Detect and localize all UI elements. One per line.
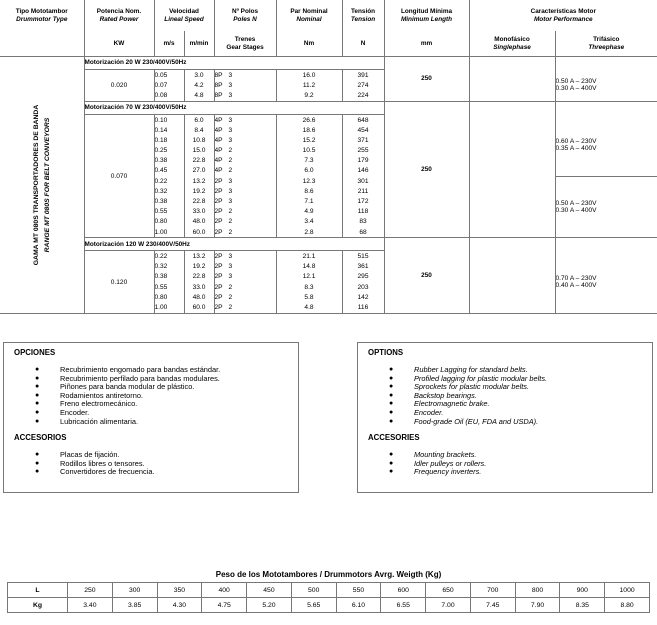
option-item: ● Electromagnetic brake. — [368, 400, 652, 409]
col-header-type: Tipo Mototambor Drummotor Type — [0, 0, 84, 31]
speed-mmin: 33.0 — [184, 207, 214, 217]
unit-stages: Trenes Gear Stages — [214, 31, 276, 57]
min-length-cell: 250 — [384, 238, 469, 314]
speed-ms: 0.55 — [154, 207, 184, 217]
tension-value: 116 — [342, 302, 384, 313]
option-item: ● Sprockets for plastic modular belts. — [368, 383, 652, 392]
poles-stages — [214, 262, 276, 272]
poles-stages — [214, 251, 276, 262]
poles-stages — [214, 166, 276, 176]
tension-value: 391 — [342, 70, 384, 81]
speed-ms: 0.07 — [154, 80, 184, 90]
speed-mmin: 6.0 — [184, 114, 214, 125]
min-length-cell: 250 — [384, 57, 469, 102]
option-item: ● Food-grade Oil (EU, FDA and USDA). — [368, 418, 652, 427]
weight-kg: 3.85 — [112, 598, 157, 613]
weights-table — [7, 582, 650, 613]
tension-value: 118 — [342, 207, 384, 217]
poles-stages — [214, 207, 276, 217]
opciones-box — [3, 342, 299, 493]
unit-ms: m/s — [154, 31, 184, 57]
motor-group-header — [0, 57, 657, 70]
stages-value: 2 — [228, 293, 233, 301]
torque-value: 2.8 — [276, 227, 342, 238]
weight-length: 500 — [291, 583, 336, 598]
min-length-cell: 250 — [384, 101, 469, 237]
speed-ms: 0.45 — [154, 166, 184, 176]
accessories-title: ACCESORIES — [368, 433, 420, 443]
speed-mmin: 60.0 — [184, 302, 214, 313]
torque-value: 11.2 — [276, 80, 342, 90]
range-label-es: GAMA MT 080S TRANSPORTADORES DE BANDA — [32, 104, 40, 266]
poles-value: 4P — [214, 126, 223, 134]
accessory-item: ● Mounting brackets. — [368, 451, 652, 460]
poles-value: 4P — [214, 167, 223, 175]
tension-value: 211 — [342, 186, 384, 196]
threephase-cell — [555, 251, 657, 314]
torque-value: 6.0 — [276, 166, 342, 176]
unit-three: Trifásico Threephase — [555, 31, 657, 57]
stages-value: 3 — [228, 92, 233, 100]
options-list — [368, 366, 652, 426]
weight-kg: 7.90 — [515, 598, 560, 613]
speed-ms: 0.08 — [154, 91, 184, 102]
poles-value: 2P — [214, 252, 223, 260]
weight-length: 600 — [381, 583, 426, 598]
speed-ms: 0.22 — [154, 176, 184, 186]
poles-value: 2P — [214, 208, 223, 216]
opcion-item: ● Freno electromecánico. — [14, 400, 298, 409]
poles-stages — [214, 135, 276, 145]
opciones-title: OPCIONES — [14, 348, 56, 357]
col-header-tension: Tensión Tension — [342, 0, 384, 31]
speed-ms: 0.18 — [154, 135, 184, 145]
weight-length: 700 — [470, 583, 515, 598]
weight-kg: 8.35 — [560, 598, 605, 613]
poles-value: 8P — [214, 71, 223, 79]
tension-value: 371 — [342, 135, 384, 145]
tension-value: 255 — [342, 146, 384, 156]
accessories-list — [368, 451, 652, 477]
opcion-item: ● Lubricación alimentaria. — [14, 418, 298, 427]
tension-value: 83 — [342, 217, 384, 227]
weight-kg: 4.75 — [202, 598, 247, 613]
accesorios-title: ACCESORIOS — [14, 433, 67, 443]
stages-value: 3 — [228, 252, 233, 260]
spec-row — [0, 251, 657, 262]
tension-value: 454 — [342, 125, 384, 135]
threephase-400v: 0.35 A – 400V — [555, 145, 597, 153]
stages-value: 3 — [228, 71, 233, 79]
speed-mmin: 22.8 — [184, 196, 214, 206]
poles-stages — [214, 176, 276, 186]
opcion-item: ● Rodamientos antiretorno. — [14, 392, 298, 401]
threephase-cell — [555, 70, 657, 102]
speed-mmin: 19.2 — [184, 186, 214, 196]
torque-value: 8.6 — [276, 186, 342, 196]
speed-mmin: 8.4 — [184, 125, 214, 135]
opcion-item: ● Encoder. — [14, 409, 298, 418]
unit-single: Monofásico Singlephase — [469, 31, 555, 57]
speed-mmin: 27.0 — [184, 166, 214, 176]
stages-value: 3 — [228, 263, 233, 271]
col-header-speed: Velocidad Lineal Speed — [154, 0, 214, 31]
range-side-label — [0, 57, 84, 314]
torque-value: 4.9 — [276, 207, 342, 217]
torque-value: 5.8 — [276, 292, 342, 302]
speed-ms: 1.00 — [154, 302, 184, 313]
stages-value: 2 — [228, 208, 233, 216]
torque-value: 12.3 — [276, 176, 342, 186]
unit-empty — [0, 31, 84, 57]
col-header-length: Longitud Mínima Minimum Length — [384, 0, 469, 31]
speed-ms: 0.22 — [154, 251, 184, 262]
threephase-cell — [555, 176, 657, 238]
accesorios-list — [14, 451, 298, 477]
speed-ms: 0.80 — [154, 292, 184, 302]
rated-power-cell: 0.020 — [84, 70, 154, 102]
unit-mm: mm — [384, 31, 469, 57]
poles-value: 2P — [214, 273, 223, 281]
tension-value: 179 — [342, 156, 384, 166]
threephase-230v: 0.50 A – 230V — [555, 199, 597, 207]
opciones-list — [14, 366, 298, 426]
torque-value: 14.8 — [276, 262, 342, 272]
unit-kw: KW — [84, 31, 154, 57]
stages-value: 3 — [228, 177, 233, 185]
torque-value: 7.1 — [276, 196, 342, 206]
speed-ms: 0.14 — [154, 125, 184, 135]
motor-caption: Motorización 70 W 230/400V/50Hz — [84, 101, 384, 114]
motor-caption: Motorización 20 W 230/400V/50Hz — [84, 57, 384, 70]
poles-value: 2P — [214, 177, 223, 185]
stages-value: 2 — [228, 228, 233, 236]
poles-value: 2P — [214, 283, 223, 291]
poles-stages — [214, 70, 276, 81]
torque-value: 16.0 — [276, 70, 342, 81]
weights-kg-label: Kg — [8, 598, 68, 613]
weight-kg: 8.80 — [605, 598, 650, 613]
threephase-400v: 0.30 A – 400V — [555, 85, 597, 93]
threephase-400v: 0.40 A – 400V — [555, 281, 597, 289]
range-label-en: RANGE MT 080S FOR BELT CONVEYORS — [43, 117, 51, 253]
speed-mmin: 33.0 — [184, 282, 214, 292]
poles-stages — [214, 125, 276, 135]
weight-kg: 6.10 — [336, 598, 381, 613]
weight-kg: 5.65 — [291, 598, 336, 613]
opcion-item: ● Piñones para banda modular de plástico. — [14, 383, 298, 392]
singlephase-cell — [469, 57, 555, 102]
weight-length: 450 — [247, 583, 292, 598]
tension-value: 142 — [342, 292, 384, 302]
stages-value: 2 — [228, 167, 233, 175]
poles-stages — [214, 282, 276, 292]
speed-mmin: 22.8 — [184, 156, 214, 166]
torque-value: 8.3 — [276, 282, 342, 292]
singlephase-cell — [469, 101, 555, 237]
speed-ms: 0.38 — [154, 156, 184, 166]
poles-stages — [214, 186, 276, 196]
accesorio-item: ● Convertidores de frecuencia. — [14, 468, 298, 477]
opcion-item: ● Recubrimiento engomado para bandas estándar. — [14, 366, 298, 375]
tension-value: 274 — [342, 80, 384, 90]
speed-mmin: 3.0 — [184, 70, 214, 81]
threephase-230v: 0.70 A – 230V — [555, 274, 597, 282]
accesorio-item: ● Placas de fijación. — [14, 451, 298, 460]
tension-value: 515 — [342, 251, 384, 262]
torque-value: 12.1 — [276, 272, 342, 282]
poles-value: 2P — [214, 228, 223, 236]
speed-ms: 0.80 — [154, 217, 184, 227]
col-header-power: Potencia Nom. Rated Power — [84, 0, 154, 31]
poles-stages — [214, 91, 276, 102]
motor-group-header — [0, 238, 657, 251]
motor-group-header — [0, 101, 657, 114]
poles-stages — [214, 217, 276, 227]
weight-kg: 4.30 — [157, 598, 202, 613]
speed-ms: 0.55 — [154, 282, 184, 292]
threephase-cell — [555, 114, 657, 176]
speed-mmin: 48.0 — [184, 217, 214, 227]
tension-value: 203 — [342, 282, 384, 292]
speed-mmin: 13.2 — [184, 251, 214, 262]
poles-stages — [214, 80, 276, 90]
poles-stages — [214, 272, 276, 282]
speed-mmin: 48.0 — [184, 292, 214, 302]
poles-value: 2P — [214, 263, 223, 271]
tension-value: 172 — [342, 196, 384, 206]
tension-value: 146 — [342, 166, 384, 176]
speed-ms: 1.00 — [154, 227, 184, 238]
tension-value: 68 — [342, 227, 384, 238]
speed-mmin: 22.8 — [184, 272, 214, 282]
weight-kg: 6.55 — [381, 598, 426, 613]
col-header-poles: Nº Polos Poles N — [214, 0, 276, 31]
torque-value: 9.2 — [276, 91, 342, 102]
weight-kg: 7.45 — [470, 598, 515, 613]
weight-length: 300 — [112, 583, 157, 598]
weight-length: 800 — [515, 583, 560, 598]
spec-row — [0, 70, 657, 81]
speed-mmin: 19.2 — [184, 262, 214, 272]
torque-value: 4.8 — [276, 302, 342, 313]
tension-value: 224 — [342, 91, 384, 102]
poles-value: 2P — [214, 218, 223, 226]
poles-value: 4P — [214, 157, 223, 165]
weight-length: 550 — [336, 583, 381, 598]
options-box — [357, 342, 653, 493]
unit-mmin: m/min — [184, 31, 214, 57]
stages-value: 3 — [228, 126, 233, 134]
poles-stages — [214, 196, 276, 206]
option-item: ● Profiled lagging for plastic modular belts. — [368, 375, 652, 384]
poles-value: 2P — [214, 293, 223, 301]
accesorio-item: ● Rodillos libres o tensores. — [14, 460, 298, 469]
rated-power-cell: 0.070 — [84, 114, 154, 237]
weight-kg: 7.00 — [426, 598, 471, 613]
speed-ms: 0.38 — [154, 272, 184, 282]
stages-value: 3 — [228, 273, 233, 281]
poles-value: 8P — [214, 81, 223, 89]
speed-mmin: 4.8 — [184, 91, 214, 102]
poles-value: 4P — [214, 136, 223, 144]
col-header-torque: Par Nominal Nominal — [276, 0, 342, 31]
torque-value: 10.5 — [276, 146, 342, 156]
stages-value: 2 — [228, 218, 233, 226]
speed-mmin: 10.8 — [184, 135, 214, 145]
weights-l-label: L — [8, 583, 68, 598]
poles-value: 2P — [214, 197, 223, 205]
poles-stages — [214, 227, 276, 238]
speed-mmin: 4.2 — [184, 80, 214, 90]
stages-value: 3 — [228, 187, 233, 195]
opcion-item: ● Recubrimiento perfilado para bandas modulares. — [14, 375, 298, 384]
poles-stages — [214, 302, 276, 313]
option-item: ● Encoder. — [368, 409, 652, 418]
stages-value: 2 — [228, 157, 233, 165]
poles-value: 8P — [214, 92, 223, 100]
speed-ms: 0.05 — [154, 70, 184, 81]
torque-value: 21.1 — [276, 251, 342, 262]
stages-value: 3 — [228, 116, 233, 124]
tension-value: 295 — [342, 272, 384, 282]
poles-stages — [214, 156, 276, 166]
tension-value: 301 — [342, 176, 384, 186]
tension-value: 648 — [342, 114, 384, 125]
speed-ms: 0.32 — [154, 262, 184, 272]
speed-ms: 0.10 — [154, 114, 184, 125]
threephase-230v: 0.50 A – 230V — [555, 78, 597, 86]
torque-value: 7.3 — [276, 156, 342, 166]
unit-nm: Nm — [276, 31, 342, 57]
weight-kg: 3.40 — [68, 598, 113, 613]
torque-value: 26.6 — [276, 114, 342, 125]
speed-ms: 0.25 — [154, 146, 184, 156]
weight-length: 650 — [426, 583, 471, 598]
speed-ms: 0.32 — [154, 186, 184, 196]
poles-value: 2P — [214, 187, 223, 195]
options-title: OPTIONS — [368, 348, 404, 357]
speed-ms: 0.38 — [154, 196, 184, 206]
threephase-230v: 0.60 A – 230V — [555, 137, 597, 145]
weight-length: 400 — [202, 583, 247, 598]
accessory-item: ● Idler pulleys or rollers. — [368, 460, 652, 469]
stages-value: 2 — [228, 283, 233, 291]
weight-kg: 5.20 — [247, 598, 292, 613]
singlephase-cell — [469, 238, 555, 314]
spec-row — [0, 114, 657, 125]
weights-title: Peso de los Mototambores / Drummotors Avrg. Weigth (Kg) — [215, 570, 442, 579]
tension-value: 361 — [342, 262, 384, 272]
col-header-motor: Características Motor Motor Performance — [530, 8, 596, 23]
speed-mmin: 60.0 — [184, 227, 214, 238]
torque-value: 18.6 — [276, 125, 342, 135]
stages-value: 3 — [228, 81, 233, 89]
weight-length: 900 — [560, 583, 605, 598]
unit-n: N — [342, 31, 384, 57]
stages-value: 2 — [228, 147, 233, 155]
poles-stages — [214, 146, 276, 156]
poles-stages — [214, 114, 276, 125]
weight-length: 350 — [157, 583, 202, 598]
torque-value: 15.2 — [276, 135, 342, 145]
rated-power-cell: 0.120 — [84, 251, 154, 314]
weight-length: 250 — [68, 583, 113, 598]
speed-mmin: 13.2 — [184, 176, 214, 186]
poles-stages — [214, 292, 276, 302]
stages-value: 2 — [228, 304, 233, 312]
accessory-item: ● Frequency inverters. — [368, 468, 652, 477]
poles-value: 4P — [214, 116, 223, 124]
option-item: ● Backstop bearings. — [368, 392, 652, 401]
threephase-400v: 0.30 A – 400V — [555, 206, 597, 214]
weight-length: 1000 — [605, 583, 650, 598]
motor-caption: Motorización 120 W 230/400V/50Hz — [84, 238, 384, 251]
poles-value: 4P — [214, 147, 223, 155]
range-side-text — [31, 105, 53, 266]
stages-value: 3 — [228, 197, 233, 205]
torque-value: 3.4 — [276, 217, 342, 227]
stages-value: 3 — [228, 136, 233, 144]
option-item: ● Rubber Lagging for standard belts. — [368, 366, 652, 375]
speed-mmin: 15.0 — [184, 146, 214, 156]
poles-value: 2P — [214, 304, 223, 312]
